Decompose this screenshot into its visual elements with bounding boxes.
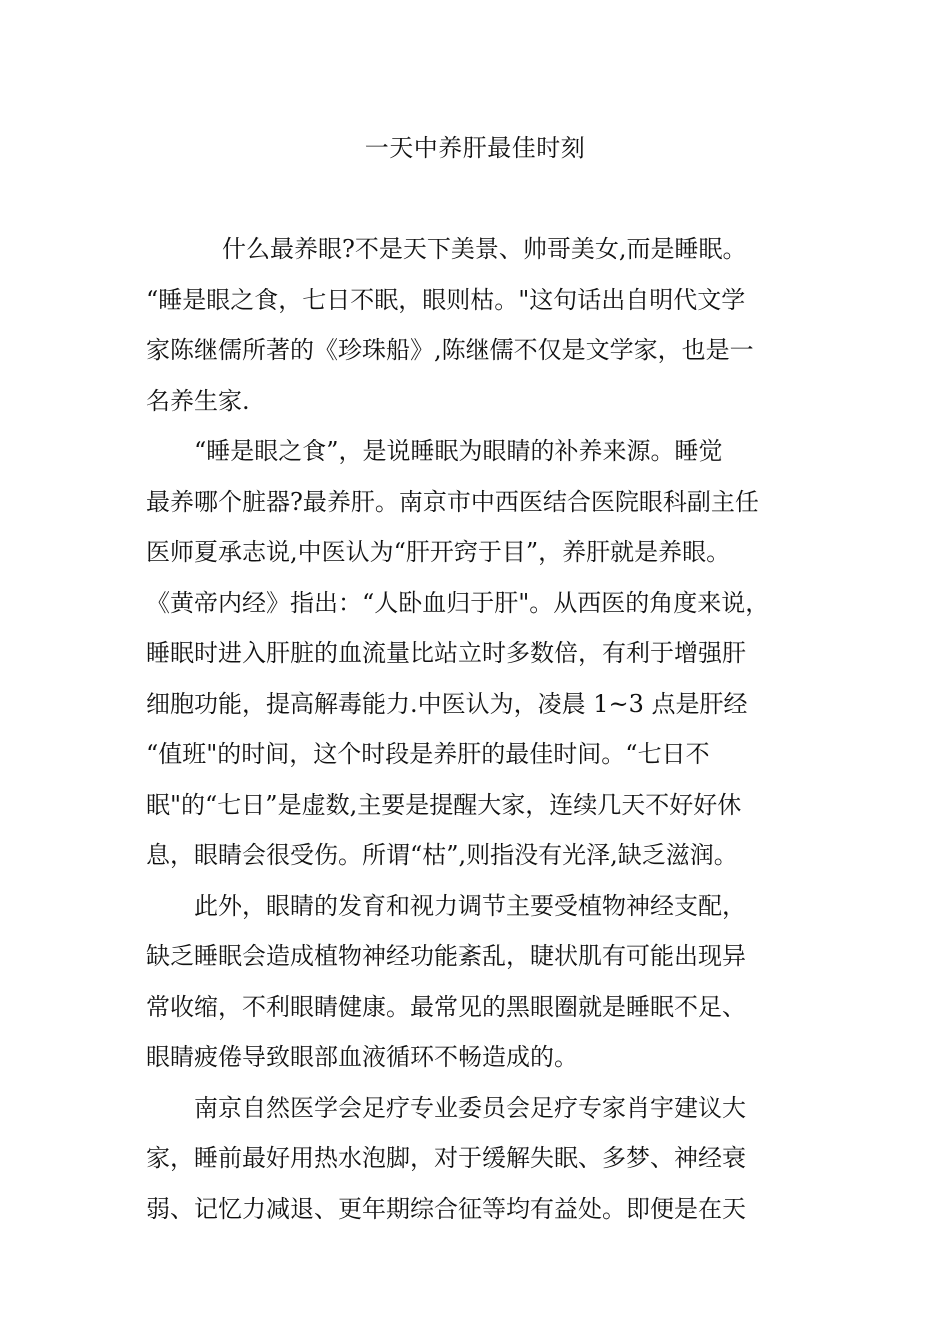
paragraph-line: 睡眠时进入肝脏的血流量比站立时多数倍，有利于增强肝 — [146, 639, 746, 667]
paragraph-line: 息，眼睛会很受伤。所谓“枯”,则指没有光泽,缺乏滋润。 — [146, 841, 738, 869]
paragraph-line: 什么最养眼?不是天下美景、帅哥美女,而是睡眠。 — [222, 235, 747, 263]
paragraph-line: 家陈继儒所著的《珍珠船》,陈继儒不仅是文学家，也是一 — [146, 336, 754, 364]
paragraph-line: 医师夏承志说,中医认为“肝开窍于目”，养肝就是养眼。 — [146, 538, 731, 566]
paragraph-line: 家，睡前最好用热水泡脚，对于缓解失眠、多梦、神经衰 — [146, 1144, 746, 1172]
paragraph-line: 此外，眼睛的发育和视力调节主要受植物神经支配， — [194, 891, 746, 920]
paragraph-line: 弱、记忆力减退、更年期综合征等均有益处。即便是在天 — [146, 1194, 746, 1223]
paragraph-line: 细胞功能，提高解毒能力.中医认为，凌晨 1~3 点是肝经 — [146, 689, 748, 718]
paragraph-line: 最养哪个脏器?最养肝。南京市中西医结合医院眼科副主任 — [146, 487, 759, 516]
document-body — [146, 224, 816, 1234]
paragraph-line: “睡是眼之食，七日不眠，眼则枯。"这句话出自明代文学 — [146, 285, 746, 314]
paragraph-line: 缺乏睡眠会造成植物神经功能紊乱，睫状肌有可能出现异 — [146, 942, 746, 970]
paragraph-line: 常收缩，不利眼睛健康。最常见的黑眼圈就是睡眠不足、 — [146, 992, 746, 1021]
paragraph-line: 眠"的“七日”是虚数,主要是提醒大家，连续几天不好好休 — [146, 790, 742, 819]
paragraph-line: “值班"的时间，这个时段是养肝的最佳时间。“七日不 — [146, 740, 710, 768]
paragraph-line: 《黄帝内经》指出：“人卧血归于肝"。从西医的角度来说， — [146, 588, 770, 617]
paragraph-line: 名养生家. — [146, 386, 250, 415]
paragraph-line: 南京自然医学会足疗专业委员会足疗专家肖宇建议大 — [194, 1093, 746, 1122]
document-title: 一天中养肝最佳时刻 — [364, 134, 586, 162]
paragraph-line: 眼睛疲倦导致眼部血液循环不畅造成的。 — [146, 1043, 578, 1071]
paragraph-line: “睡是眼之食”，是说睡眠为眼睛的补养来源。睡觉 — [194, 437, 723, 465]
